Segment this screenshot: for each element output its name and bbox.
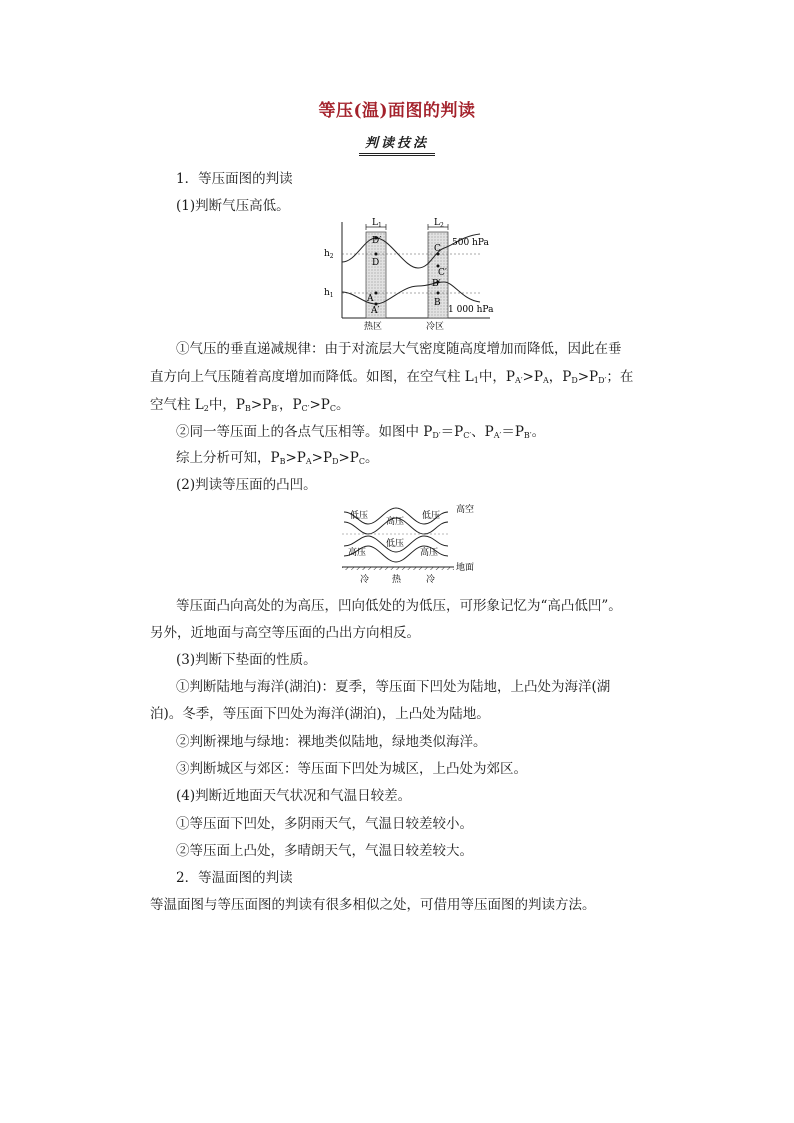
label-d-prime: D′: [372, 236, 382, 246]
label-high-2: 高压: [348, 548, 367, 558]
label-h1: $h_1$: [324, 288, 334, 299]
convex-line2: 另外，近地面与高空等压面的凸出方向相反。: [150, 625, 420, 641]
label-low-2: 低压: [422, 511, 441, 521]
label-500hpa: 500 hPa: [452, 238, 489, 248]
point3-heading: (3)判断下垫面的性质。: [176, 652, 317, 668]
isobar-column-figure: [320, 218, 510, 332]
rule1-line2: 直方向上气压随着高度增加而降低。如图，在空气柱 $L_1$中，$P_{A'}>P_A$，$P_D>P_{D'}$；在: [150, 369, 634, 385]
label-b: B: [434, 298, 441, 308]
point3-3: ③判断城区与郊区：等压面下凹处为城区，上凸处为郊区。: [176, 761, 527, 777]
point2-heading: (2)判读等压面的凸凹。: [176, 477, 317, 493]
label-hot-zone: 热区: [364, 322, 383, 332]
label-l1: $L_1$: [372, 218, 382, 229]
rule1-line1: ①气压的垂直递减规律：由于对流层大气密度随高度增加而降低，因此在垂: [176, 341, 622, 357]
point3-1-line1: ①判断陆地与海洋(湖泊)：夏季，等压面下凹处为陆地，上凸处为海洋(湖: [176, 679, 611, 695]
section1-heading: 1．等压面图的判读: [176, 171, 293, 187]
point4-1: ①等压面下凹处，多阴雨天气，气温日较差较小。: [176, 816, 473, 832]
label-b-prime: B′: [432, 279, 441, 289]
point1-heading: (1)判断气压高低。: [176, 198, 290, 214]
point4-heading: (4)判断近地面天气状况和气温日较差。: [176, 788, 412, 804]
label-cold-2: 冷: [426, 575, 436, 585]
label-l2: $L_2$: [434, 218, 444, 229]
label-sky: 高空: [456, 505, 475, 515]
label-h2: $h_2$: [324, 249, 334, 260]
subtitle-text: 判读技法: [359, 132, 435, 156]
label-low-1: 低压: [350, 511, 369, 521]
point3-1-line2: 泊)。冬季，等压面下凹处为海洋(湖泊)，上凸处为陆地。: [150, 706, 490, 722]
label-a-prime: A′: [371, 306, 380, 316]
label-cold-zone: 冷区: [426, 322, 445, 332]
label-c: C: [434, 244, 441, 254]
label-ground: 地面: [456, 563, 475, 573]
label-d: D: [372, 258, 380, 268]
label-a: A: [367, 294, 374, 304]
label-cold-1: 冷: [360, 575, 370, 585]
label-high-3: 高压: [420, 548, 439, 558]
section-subtitle: [0, 132, 794, 156]
convex-line1: 等压面凸向高处的为高压，凹向低处的为低压，可形象记忆为“高凸低凹”。: [176, 598, 622, 614]
point4-2: ②等压面上凸处，多晴朗天气，气温日较差较大。: [176, 843, 473, 859]
label-hot: 热: [392, 575, 402, 585]
label-1000hpa: 1 000 hPa: [448, 305, 494, 315]
label-c-prime: C′: [438, 268, 447, 278]
label-high-1: 高压: [386, 517, 405, 527]
section2-text: 等温面图与等压面图的判读有很多相似之处，可借用等压面图的判读方法。: [150, 897, 596, 913]
section2-heading: 2．等温面图的判读: [176, 870, 293, 886]
point3-2: ②判断裸地与绿地：裸地类似陆地，绿地类似海洋。: [176, 734, 487, 750]
isobar-convex-figure: [338, 498, 488, 590]
summary-line: 综上分析可知，$P_B>P_A>P_D>P_C$。: [176, 450, 379, 466]
label-low-3: 低压: [386, 539, 405, 549]
rule2-line: ②同一等压面上的各点气压相等。如图中 $P_{D'}=P_{C'}$、$P_{A'}=P_{B'}$。: [176, 424, 546, 440]
rule1-line3: 空气柱 $L_2$中，$P_B>P_{B'}$，$P_{C'}>P_C$。: [150, 397, 350, 413]
page-title: 等压(温)面图的判读: [318, 101, 476, 121]
